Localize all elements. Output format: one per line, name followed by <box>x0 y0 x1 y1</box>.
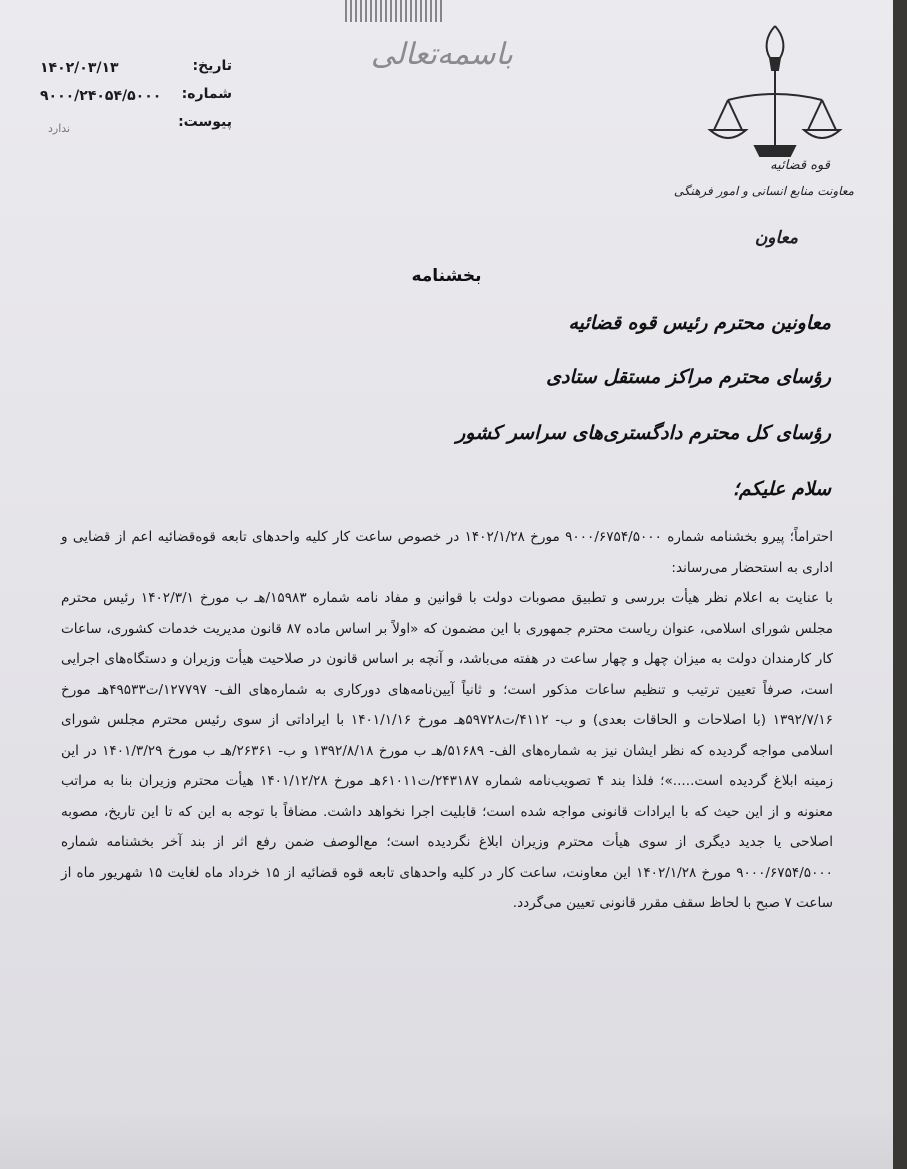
date-value: ۱۴۰۲/۰۳/۱۳ <box>40 60 119 76</box>
letter-meta <box>40 58 240 142</box>
scales-of-justice-icon <box>700 18 850 163</box>
attachment-label: پیوست: <box>178 114 232 130</box>
number-row <box>40 86 240 114</box>
number-value: ۹۰۰۰/۲۴۰۵۴/۵۰۰۰ <box>40 88 162 104</box>
attachment-value: ندارد <box>48 122 71 135</box>
judiciary-emblem <box>673 18 854 268</box>
addressee-provincial-courts: رؤسای کل محترم دادگستری‌های سراسر کشور <box>456 422 831 444</box>
page-shadow <box>0 1108 893 1169</box>
letter-body <box>61 522 833 919</box>
bismillah-calligraphy: باسمه‌تعالی <box>370 37 513 72</box>
addressee-deputies: معاونین محترم رئیس قوه قضائیه <box>568 312 831 334</box>
emblem-office: معاون <box>754 228 798 248</box>
attachment-row <box>40 114 240 142</box>
scan-artifact <box>345 0 445 22</box>
body-paragraph-2: با عنایت به اعلام نظر هیأت بررسی و تطبیق مصوبات دولت با قوانین و مفاد نامه شماره ۱۵۹۸۳/هـ ب مورخ ۱۴۰۲/۳/۱ رئیس محترم مجلس شورای اسلامی، عنوان ریاست محترم جمهوری با این مضمون که «اولاً بر اساس ماده ۸۷ قانون مدیریت خدمات کشوری، ساعات کار کارمندان دولت به میزان چهل و چهار ساعت در هفته می‌باشد، و آنچه بر اساس قانون در صلاحیت هیأت وزیران و دستگاه‌های اجرایی است، صرفاً تعیین ترتیب و تنظیم ساعات مذکور است؛ و ثانیاً آیین‌نامه‌های دورکاری به شماره‌های الف- ۱۲۷۷۹۷/ت۴۹۵۳۳هـ مورخ ۱۳۹۲/۷/۱۶ (با اصلاحات و الحاقات بعدی) و ب- ۴۱۱۲/ت۵۹۷۲۸هـ مورخ ۱۴۰۱/۱/۱۶ با ایراداتی از سوی رئیس محترم مجلس شورای اسلامی مواجه گردیده که نظر ایشان نیز به شماره‌های الف- ۵۱۶۸۹/هـ ب مورخ ۱۳۹۲/۸/۱۸ و ب- ۲۶۳۶۱/هـ ب مورخ ۱۴۰۱/۳/۲۹ در این زمینه ابلاغ گردیده است.....»؛ فلذا بند ۴ تصویب‌نامه شماره ۲۴۳۱۸۷/ت۶۱۰۱۱هـ مورخ ۱۴۰۱/۱۲/۲۸ هیأت محترم وزیران بنا به مراتب معنونه و از این حیث که با ایرادات قانونی مواجه شده است؛ قابلیت اجرا نخواهد داشت. مضافاً با توجه به این که تا این تاریخ، مصوبه اصلاحی یا جدید دیگری از سوی هیأت محترم وزیران ابلاغ نگردیده است؛ مع‌الوصف ضمن رفع اثر از بند آخر بخشنامه شماره ۹۰۰۰/۶۷۵۴/۵۰۰۰ مورخ ۱۴۰۲/۱/۲۸ این معاونت، ساعت کار در کلیه واحدهای تابعه قوه قضائیه از ۱۵ خرداد ماه لغایت ۱۵ شهریور ماه از ساعت ۷ صبح با لحاظ سقف مقرر قانونی تعیین می‌گردد. <box>61 590 834 911</box>
emblem-department: معاونت منابع انسانی و امور فرهنگی <box>673 184 854 198</box>
document-title: بخشنامه <box>411 266 482 286</box>
addressee-hq-centers: رؤسای محترم مراکز مستقل ستادی <box>546 366 831 388</box>
date-row <box>40 58 240 86</box>
date-label: تاریخ: <box>192 58 232 74</box>
emblem-organization: قوه قضائیه <box>770 158 830 173</box>
body-paragraph-1: احتراماً؛ پیرو بخشنامه شماره ۹۰۰۰/۶۷۵۴/۵۰۰۰ مورخ ۱۴۰۲/۱/۲۸ در خصوص ساعت کار کلیه واحدهای تابعه قوه‌قضائیه اعم از قضایی و اداری به استحضار می‌رساند: <box>61 529 833 576</box>
number-label: شماره: <box>181 86 232 102</box>
greeting: سلام علیکم؛ <box>732 478 831 500</box>
